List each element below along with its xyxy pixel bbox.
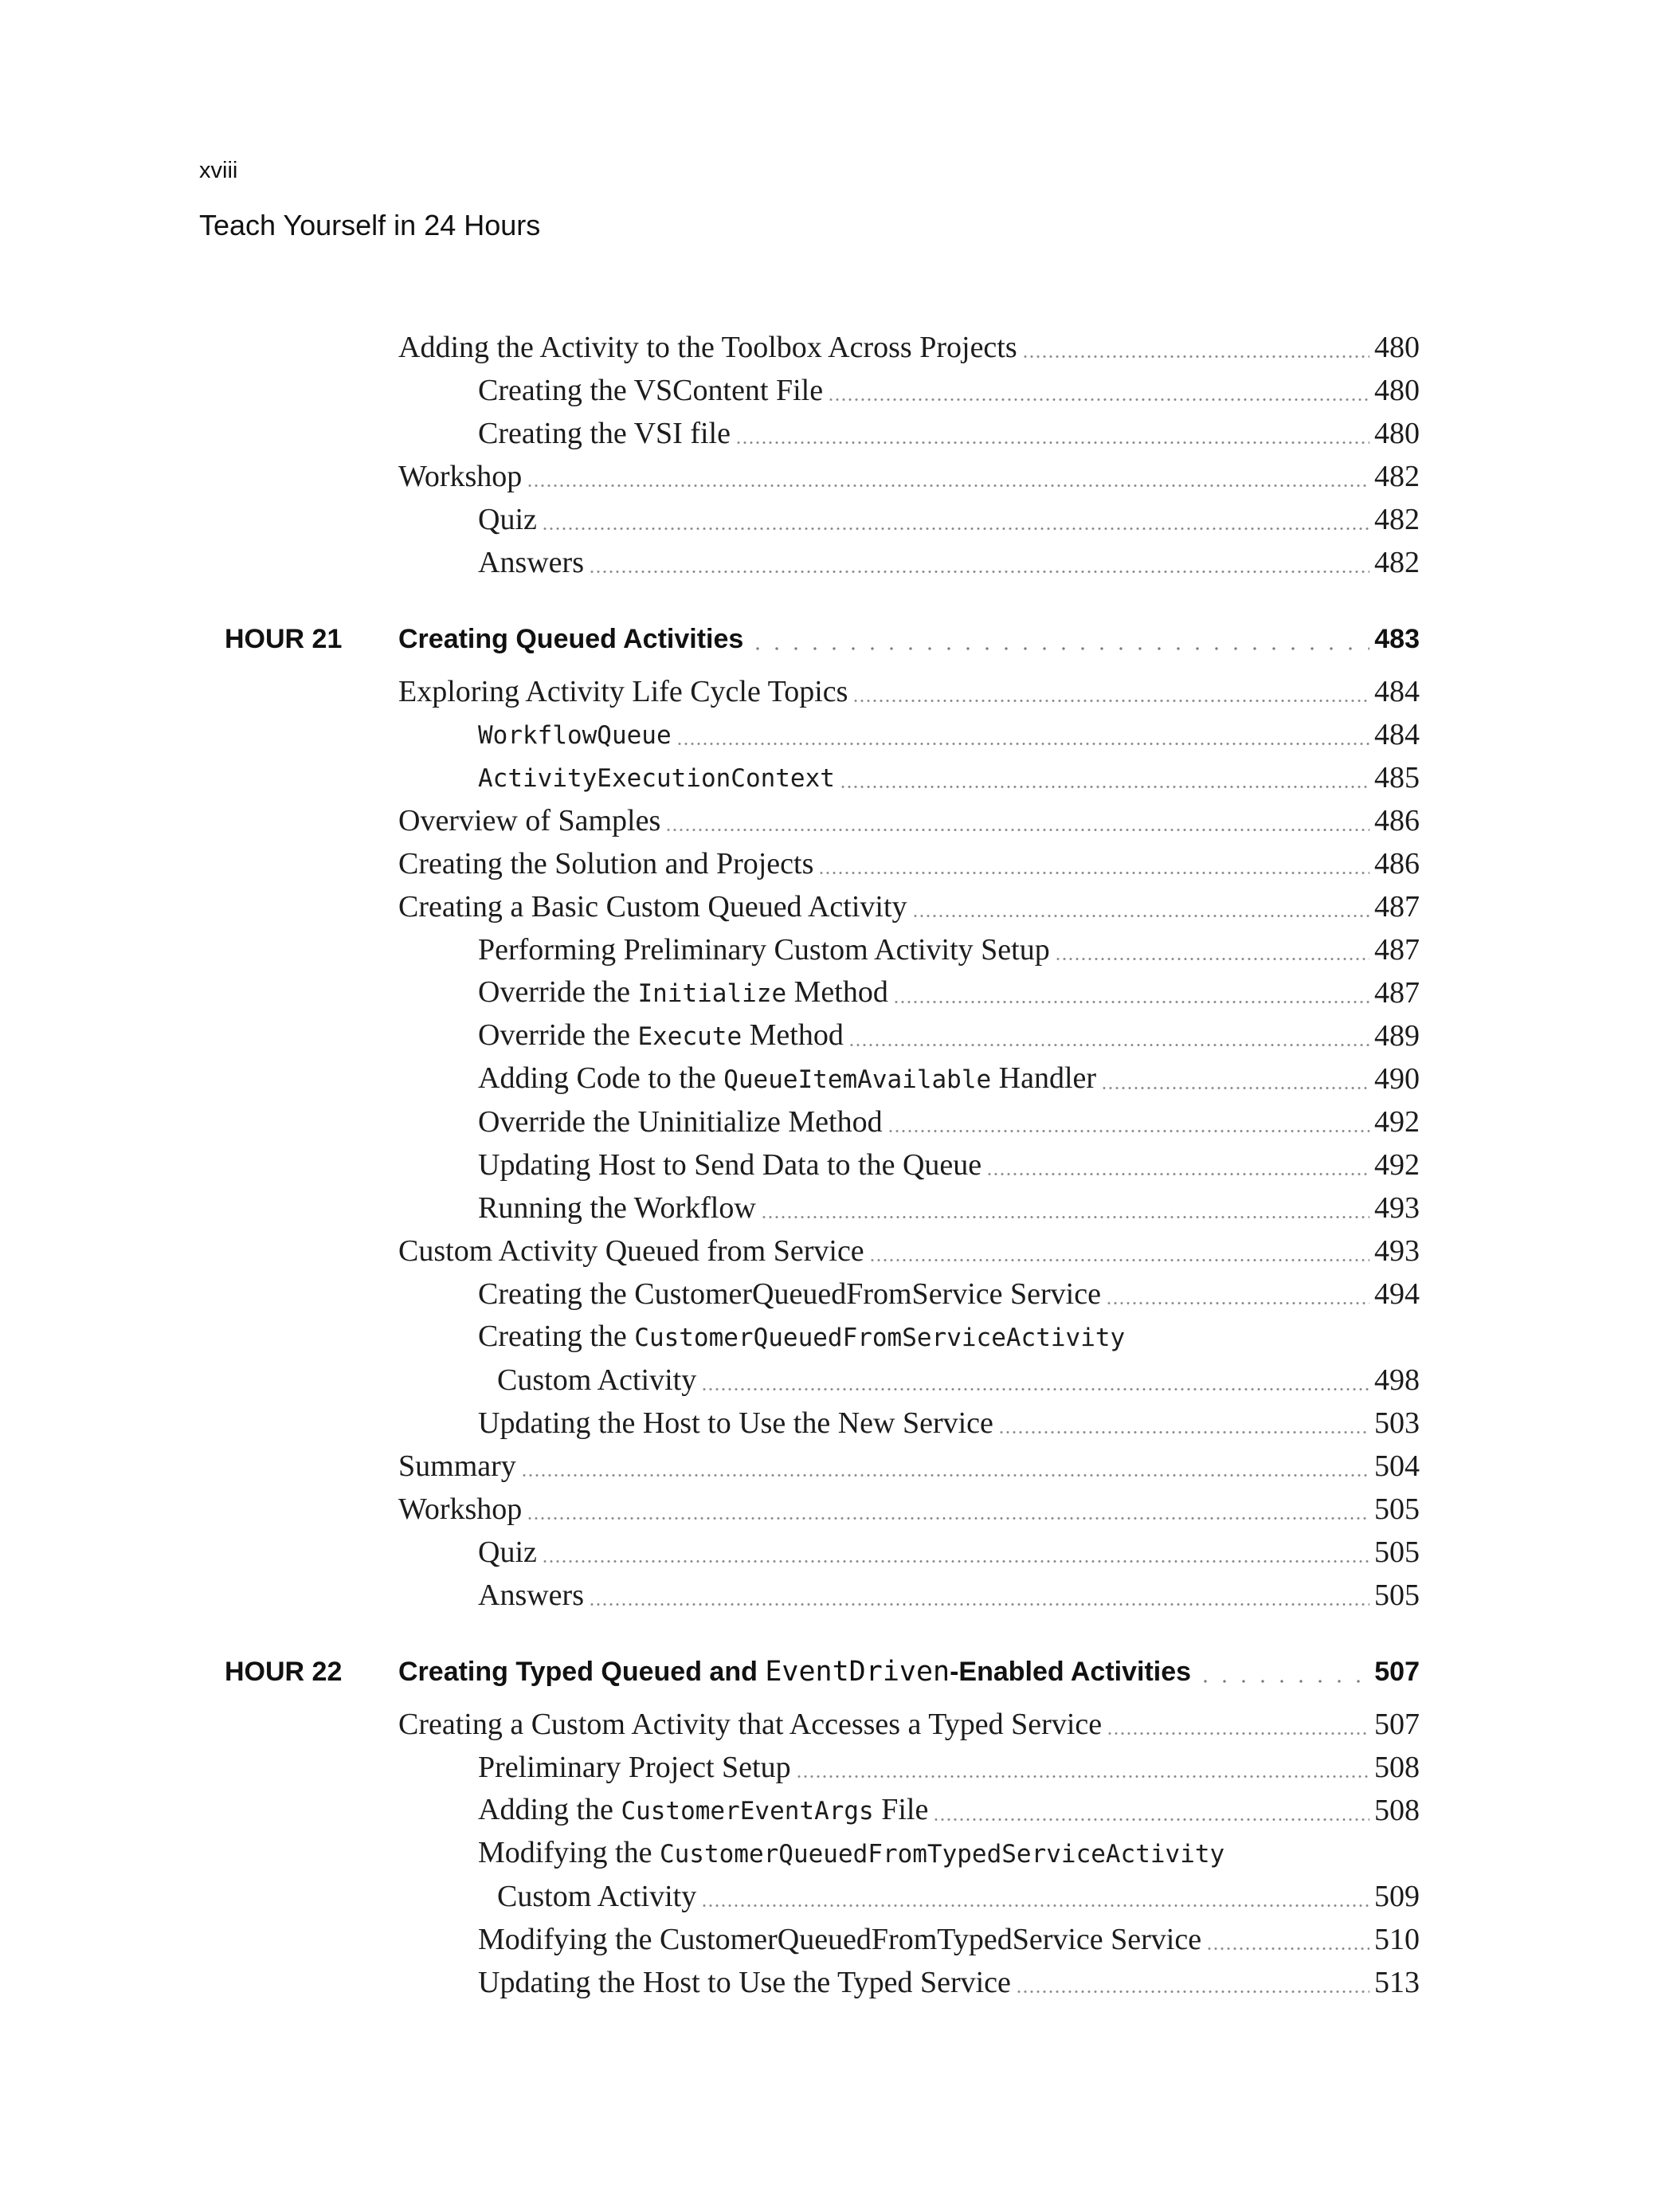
toc-title-text: Workshop	[398, 1492, 523, 1526]
toc-page-number: 505	[1374, 1535, 1420, 1569]
toc-title	[398, 843, 813, 884]
toc-title-text: Updating the Host to Use the Typed Service	[478, 1966, 1011, 1999]
toc-title	[478, 1575, 584, 1616]
toc-title-text: Modifying the	[478, 1836, 660, 1869]
toc-entry	[0, 1058, 1673, 1100]
toc-title	[478, 714, 672, 755]
toc-title-code: Initialize	[637, 979, 787, 1008]
toc-title-code: CustomerQueuedFromServiceActivity	[634, 1324, 1126, 1352]
toc-line[interactable]	[478, 929, 1420, 971]
toc-entry	[0, 671, 1673, 712]
toc-title	[478, 1015, 844, 1057]
toc-entry	[0, 800, 1673, 841]
book-title: Teach Yourself in 24 Hours	[199, 209, 541, 241]
dot-leader	[893, 1001, 1369, 1003]
toc-entry	[0, 1704, 1673, 1745]
toc-title-text: Quiz	[478, 503, 537, 536]
toc-title-text: Performing Preliminary Custom Activity Setup	[478, 933, 1050, 967]
dot-leader	[527, 1517, 1369, 1520]
toc-entry	[0, 499, 1673, 540]
toc-title-text: Creating the VSI file	[478, 417, 731, 450]
toc-line[interactable]	[398, 886, 1420, 928]
toc-page-number: 492	[1374, 1105, 1420, 1139]
toc-page-number: 510	[1374, 1923, 1420, 1956]
toc-line[interactable]	[478, 1187, 1420, 1229]
toc-page-number: 489	[1374, 1019, 1420, 1053]
toc-title	[478, 1058, 1096, 1100]
toc-entry	[0, 1833, 1673, 1874]
toc-title	[478, 1919, 1201, 1960]
toc-title	[478, 499, 537, 540]
toc-page-number: 487	[1374, 890, 1420, 924]
dot-leader	[589, 571, 1369, 573]
toc-entry	[0, 1919, 1673, 1960]
toc-line[interactable]	[478, 370, 1420, 411]
toc-entry	[0, 1532, 1673, 1573]
toc-title-text: Adding the Activity to the Toolbox Across Projects	[398, 331, 1017, 364]
toc-line[interactable]	[478, 1058, 1420, 1100]
dot-leader	[852, 700, 1369, 702]
toc-page-number: 508	[1374, 1751, 1420, 1784]
toc-title	[398, 1445, 516, 1487]
dot-leader	[676, 743, 1369, 745]
toc-title-text: Preliminary Project Setup	[478, 1751, 791, 1784]
toc-title-text: Answers	[478, 546, 584, 579]
toc-page-number: 494	[1374, 1277, 1420, 1311]
toc-entry	[0, 886, 1673, 928]
dot-leader	[1055, 958, 1369, 960]
dot-leader	[527, 484, 1369, 487]
toc-line[interactable]	[478, 413, 1420, 454]
dot-leader	[1022, 355, 1369, 358]
toc-title	[478, 1747, 791, 1788]
toc-entry	[0, 757, 1673, 798]
toc-page-number: 508	[1374, 1794, 1420, 1827]
toc-title-code: CustomerQueuedFromTypedServiceActivity	[659, 1840, 1225, 1869]
toc-line[interactable]	[478, 1402, 1420, 1444]
toc-entry	[0, 1273, 1673, 1315]
toc-entry	[0, 843, 1673, 884]
toc-title-code: WorkflowQueue	[478, 721, 672, 750]
toc-title	[478, 1790, 928, 1831]
toc-line[interactable]	[497, 1359, 1420, 1401]
toc-line[interactable]	[398, 327, 1420, 368]
dot-leader	[542, 1560, 1369, 1563]
dot-leader	[986, 1173, 1369, 1175]
toc-title-text: Method	[742, 1018, 844, 1052]
toc-entry	[0, 1316, 1673, 1358]
toc-line[interactable]	[478, 1833, 1420, 1874]
toc-line[interactable]	[478, 1015, 1420, 1057]
toc-title	[478, 757, 835, 798]
toc-page-number: 485	[1374, 761, 1420, 794]
toc-page-number: 484	[1374, 675, 1420, 708]
toc-page-number: 482	[1374, 460, 1420, 493]
toc-title	[478, 929, 1050, 971]
dot-leader	[1106, 1302, 1369, 1304]
dot-leader	[1196, 1680, 1369, 1683]
toc-title	[497, 1876, 696, 1917]
toc-title-text: Creating the CustomerQueuedFromService Service	[478, 1277, 1101, 1311]
toc-title-text: -Enabled Activities	[950, 1657, 1192, 1687]
toc-line[interactable]	[478, 1575, 1420, 1616]
toc-title-code: QueueItemAvailable	[723, 1065, 992, 1094]
toc-title	[398, 1704, 1102, 1745]
toc-line[interactable]	[497, 1876, 1420, 1917]
toc-page-number: 480	[1374, 374, 1420, 407]
toc-title-text: Creating Queued Activities	[398, 624, 744, 654]
toc-title	[497, 1359, 696, 1401]
toc-entry	[0, 456, 1673, 497]
toc-title-text: Override the	[478, 975, 638, 1009]
toc-title	[478, 1532, 537, 1573]
toc-page-number: 498	[1374, 1363, 1420, 1397]
toc-title-text: Creating the	[478, 1320, 635, 1353]
toc-entry	[0, 1144, 1673, 1186]
toc-entry	[0, 1359, 1673, 1401]
toc-title	[398, 456, 522, 497]
toc-title	[478, 972, 888, 1014]
toc-page-number: 482	[1374, 503, 1420, 536]
dot-leader	[748, 647, 1369, 650]
toc-line[interactable]	[478, 1532, 1420, 1573]
toc-title-text: Quiz	[478, 1535, 537, 1569]
toc-entry	[0, 1230, 1673, 1272]
toc-title-code: EventDriven	[765, 1656, 950, 1688]
toc-entry	[0, 1962, 1673, 2003]
toc-line[interactable]	[478, 757, 1420, 798]
toc-title	[478, 1833, 1224, 1874]
toc-page-number: 507	[1374, 1657, 1420, 1687]
dot-leader	[761, 1216, 1369, 1218]
toc-page-number: 483	[1374, 624, 1420, 654]
toc-title-text: Overview of Samples	[398, 804, 661, 837]
dot-leader	[933, 1818, 1369, 1821]
toc-page-number: 493	[1374, 1191, 1420, 1225]
toc-title	[478, 1101, 883, 1143]
dot-leader	[521, 1474, 1369, 1477]
dot-leader	[840, 786, 1369, 788]
toc-page-number: 503	[1374, 1406, 1420, 1440]
toc-page-number: 504	[1374, 1449, 1420, 1483]
toc-page-number: 493	[1374, 1234, 1420, 1268]
toc-title-code: ActivityExecutionContext	[478, 764, 835, 793]
toc-page-number: 486	[1374, 804, 1420, 837]
toc-line[interactable]	[398, 843, 1420, 884]
toc-title-text: Creating Typed Queued and	[398, 1657, 766, 1687]
dot-leader	[869, 1259, 1369, 1261]
toc-title	[398, 671, 848, 712]
toc-line[interactable]	[398, 1488, 1420, 1530]
toc-title-text: File	[873, 1793, 929, 1826]
toc-entry	[0, 542, 1673, 583]
hour-title-line[interactable]	[398, 1651, 1420, 1692]
toc-line[interactable]	[478, 1962, 1420, 2003]
toc-hour-row	[0, 618, 1673, 660]
toc-title-text: Creating the Solution and Projects	[398, 847, 814, 880]
dot-leader	[828, 398, 1369, 401]
dot-leader	[735, 441, 1369, 444]
page-number: xviii	[199, 158, 238, 183]
toc-line[interactable]	[398, 1445, 1420, 1487]
toc-title-text: Adding the	[478, 1793, 621, 1826]
toc-page-number: 492	[1374, 1148, 1420, 1182]
toc-entry	[0, 370, 1673, 411]
toc-title	[478, 1402, 993, 1444]
dot-leader	[665, 829, 1369, 831]
toc-entry	[0, 929, 1673, 971]
dot-leader	[818, 872, 1369, 874]
toc-line[interactable]	[478, 972, 1420, 1014]
toc-line[interactable]	[478, 542, 1420, 583]
toc-title-text: Creating the VSContent File	[478, 374, 824, 407]
dot-leader	[796, 1775, 1369, 1778]
toc-entry	[0, 714, 1673, 755]
dot-leader	[848, 1044, 1369, 1046]
toc-title-text: Creating a Custom Activity that Accesses a Typed Service	[398, 1708, 1103, 1741]
toc-title	[478, 1316, 1125, 1358]
toc-page-number: 505	[1374, 1579, 1420, 1612]
toc-page-number: 509	[1374, 1880, 1420, 1913]
toc-page-number: 507	[1374, 1708, 1420, 1741]
toc-page-number: 487	[1374, 933, 1420, 967]
toc-title-text: Modifying the CustomerQueuedFromTypedService Service	[478, 1923, 1202, 1956]
toc-page-number: 505	[1374, 1492, 1420, 1526]
dot-leader	[701, 1388, 1369, 1390]
toc-line[interactable]	[478, 1919, 1420, 1960]
toc-line[interactable]	[398, 671, 1420, 712]
dot-leader	[589, 1603, 1369, 1606]
toc-title	[478, 413, 731, 454]
toc-title	[398, 800, 660, 841]
toc-title-text: Exploring Activity Life Cycle Topics	[398, 675, 848, 708]
toc-entry	[0, 1747, 1673, 1788]
toc-line[interactable]	[478, 1144, 1420, 1186]
toc-line[interactable]	[398, 1230, 1420, 1272]
toc-title-text: Answers	[478, 1579, 584, 1612]
dot-leader	[1206, 1947, 1369, 1950]
toc-entry	[0, 1402, 1673, 1444]
toc-title	[478, 1144, 981, 1186]
toc-title-text: Method	[786, 975, 888, 1009]
toc-entry	[0, 1575, 1673, 1616]
toc-entry	[0, 1876, 1673, 1917]
toc-line[interactable]	[478, 1316, 1420, 1358]
toc-title-text: Adding Code to the	[478, 1061, 724, 1095]
toc-title-code: Execute	[637, 1022, 742, 1051]
toc-entry	[0, 1790, 1673, 1831]
toc-line[interactable]	[398, 1704, 1420, 1745]
dot-leader	[1101, 1087, 1369, 1089]
toc-title	[478, 1273, 1101, 1315]
toc-title	[478, 370, 823, 411]
toc-title-code: CustomerEventArgs	[621, 1797, 874, 1826]
toc-entry	[0, 413, 1673, 454]
toc-line[interactable]	[478, 1790, 1420, 1831]
toc-title	[398, 618, 743, 660]
toc-line[interactable]	[478, 499, 1420, 540]
toc-page-number: 480	[1374, 331, 1420, 364]
toc-title	[478, 542, 584, 583]
toc-entry	[0, 327, 1673, 368]
toc-line[interactable]	[398, 800, 1420, 841]
toc-title-text: Custom Activity	[497, 1363, 697, 1397]
toc-title-text: Updating Host to Send Data to the Queue	[478, 1148, 982, 1182]
dot-leader	[1016, 1990, 1369, 1993]
hour-title-line[interactable]	[398, 618, 1420, 660]
toc-page-number: 513	[1374, 1966, 1420, 1999]
hour-label: HOUR 22	[225, 1657, 343, 1687]
toc-entry	[0, 1187, 1673, 1229]
toc-entry	[0, 1445, 1673, 1487]
dot-leader	[912, 915, 1369, 917]
toc-hour-row	[0, 1651, 1673, 1692]
toc-page-number: 490	[1374, 1062, 1420, 1096]
toc-title	[478, 1187, 756, 1229]
toc-entry	[0, 1488, 1673, 1530]
toc-title	[398, 886, 907, 928]
toc-title-text: Creating a Basic Custom Queued Activity	[398, 890, 907, 924]
dot-leader	[542, 528, 1369, 530]
dot-leader	[701, 1904, 1369, 1907]
toc-title-text: Override the	[478, 1018, 638, 1052]
toc-title-text: Workshop	[398, 460, 523, 493]
toc-line[interactable]	[478, 1273, 1420, 1315]
toc-title-text: Handler	[991, 1061, 1097, 1095]
toc-title	[398, 1488, 522, 1530]
toc-title-text: Updating the Host to Use the New Service	[478, 1406, 993, 1440]
toc-title-text: Override the Uninitialize Method	[478, 1105, 883, 1139]
toc-title-text: Custom Activity	[497, 1880, 697, 1913]
toc-line[interactable]	[478, 1101, 1420, 1143]
toc-title-text: Custom Activity Queued from Service	[398, 1234, 864, 1268]
dot-leader	[887, 1130, 1369, 1132]
toc-title	[398, 1230, 864, 1272]
toc-entry	[0, 972, 1673, 1014]
toc-title	[398, 327, 1017, 368]
hour-label: HOUR 21	[225, 624, 343, 654]
toc-entry	[0, 1101, 1673, 1143]
dot-leader	[998, 1431, 1369, 1433]
dot-leader	[1107, 1732, 1369, 1735]
toc-title	[398, 1651, 1191, 1692]
toc-title-text: Running the Workflow	[478, 1191, 756, 1225]
toc-page-number: 487	[1374, 976, 1420, 1010]
toc-page-number: 480	[1374, 417, 1420, 450]
toc-title-text: Summary	[398, 1449, 516, 1483]
toc-line[interactable]	[398, 456, 1420, 497]
toc-line[interactable]	[478, 1747, 1420, 1788]
toc-line[interactable]	[478, 714, 1420, 755]
toc-title	[478, 1962, 1011, 2003]
toc-page-number: 482	[1374, 546, 1420, 579]
toc-entry	[0, 1015, 1673, 1057]
toc-page-number: 484	[1374, 718, 1420, 751]
toc-page-number: 486	[1374, 847, 1420, 880]
